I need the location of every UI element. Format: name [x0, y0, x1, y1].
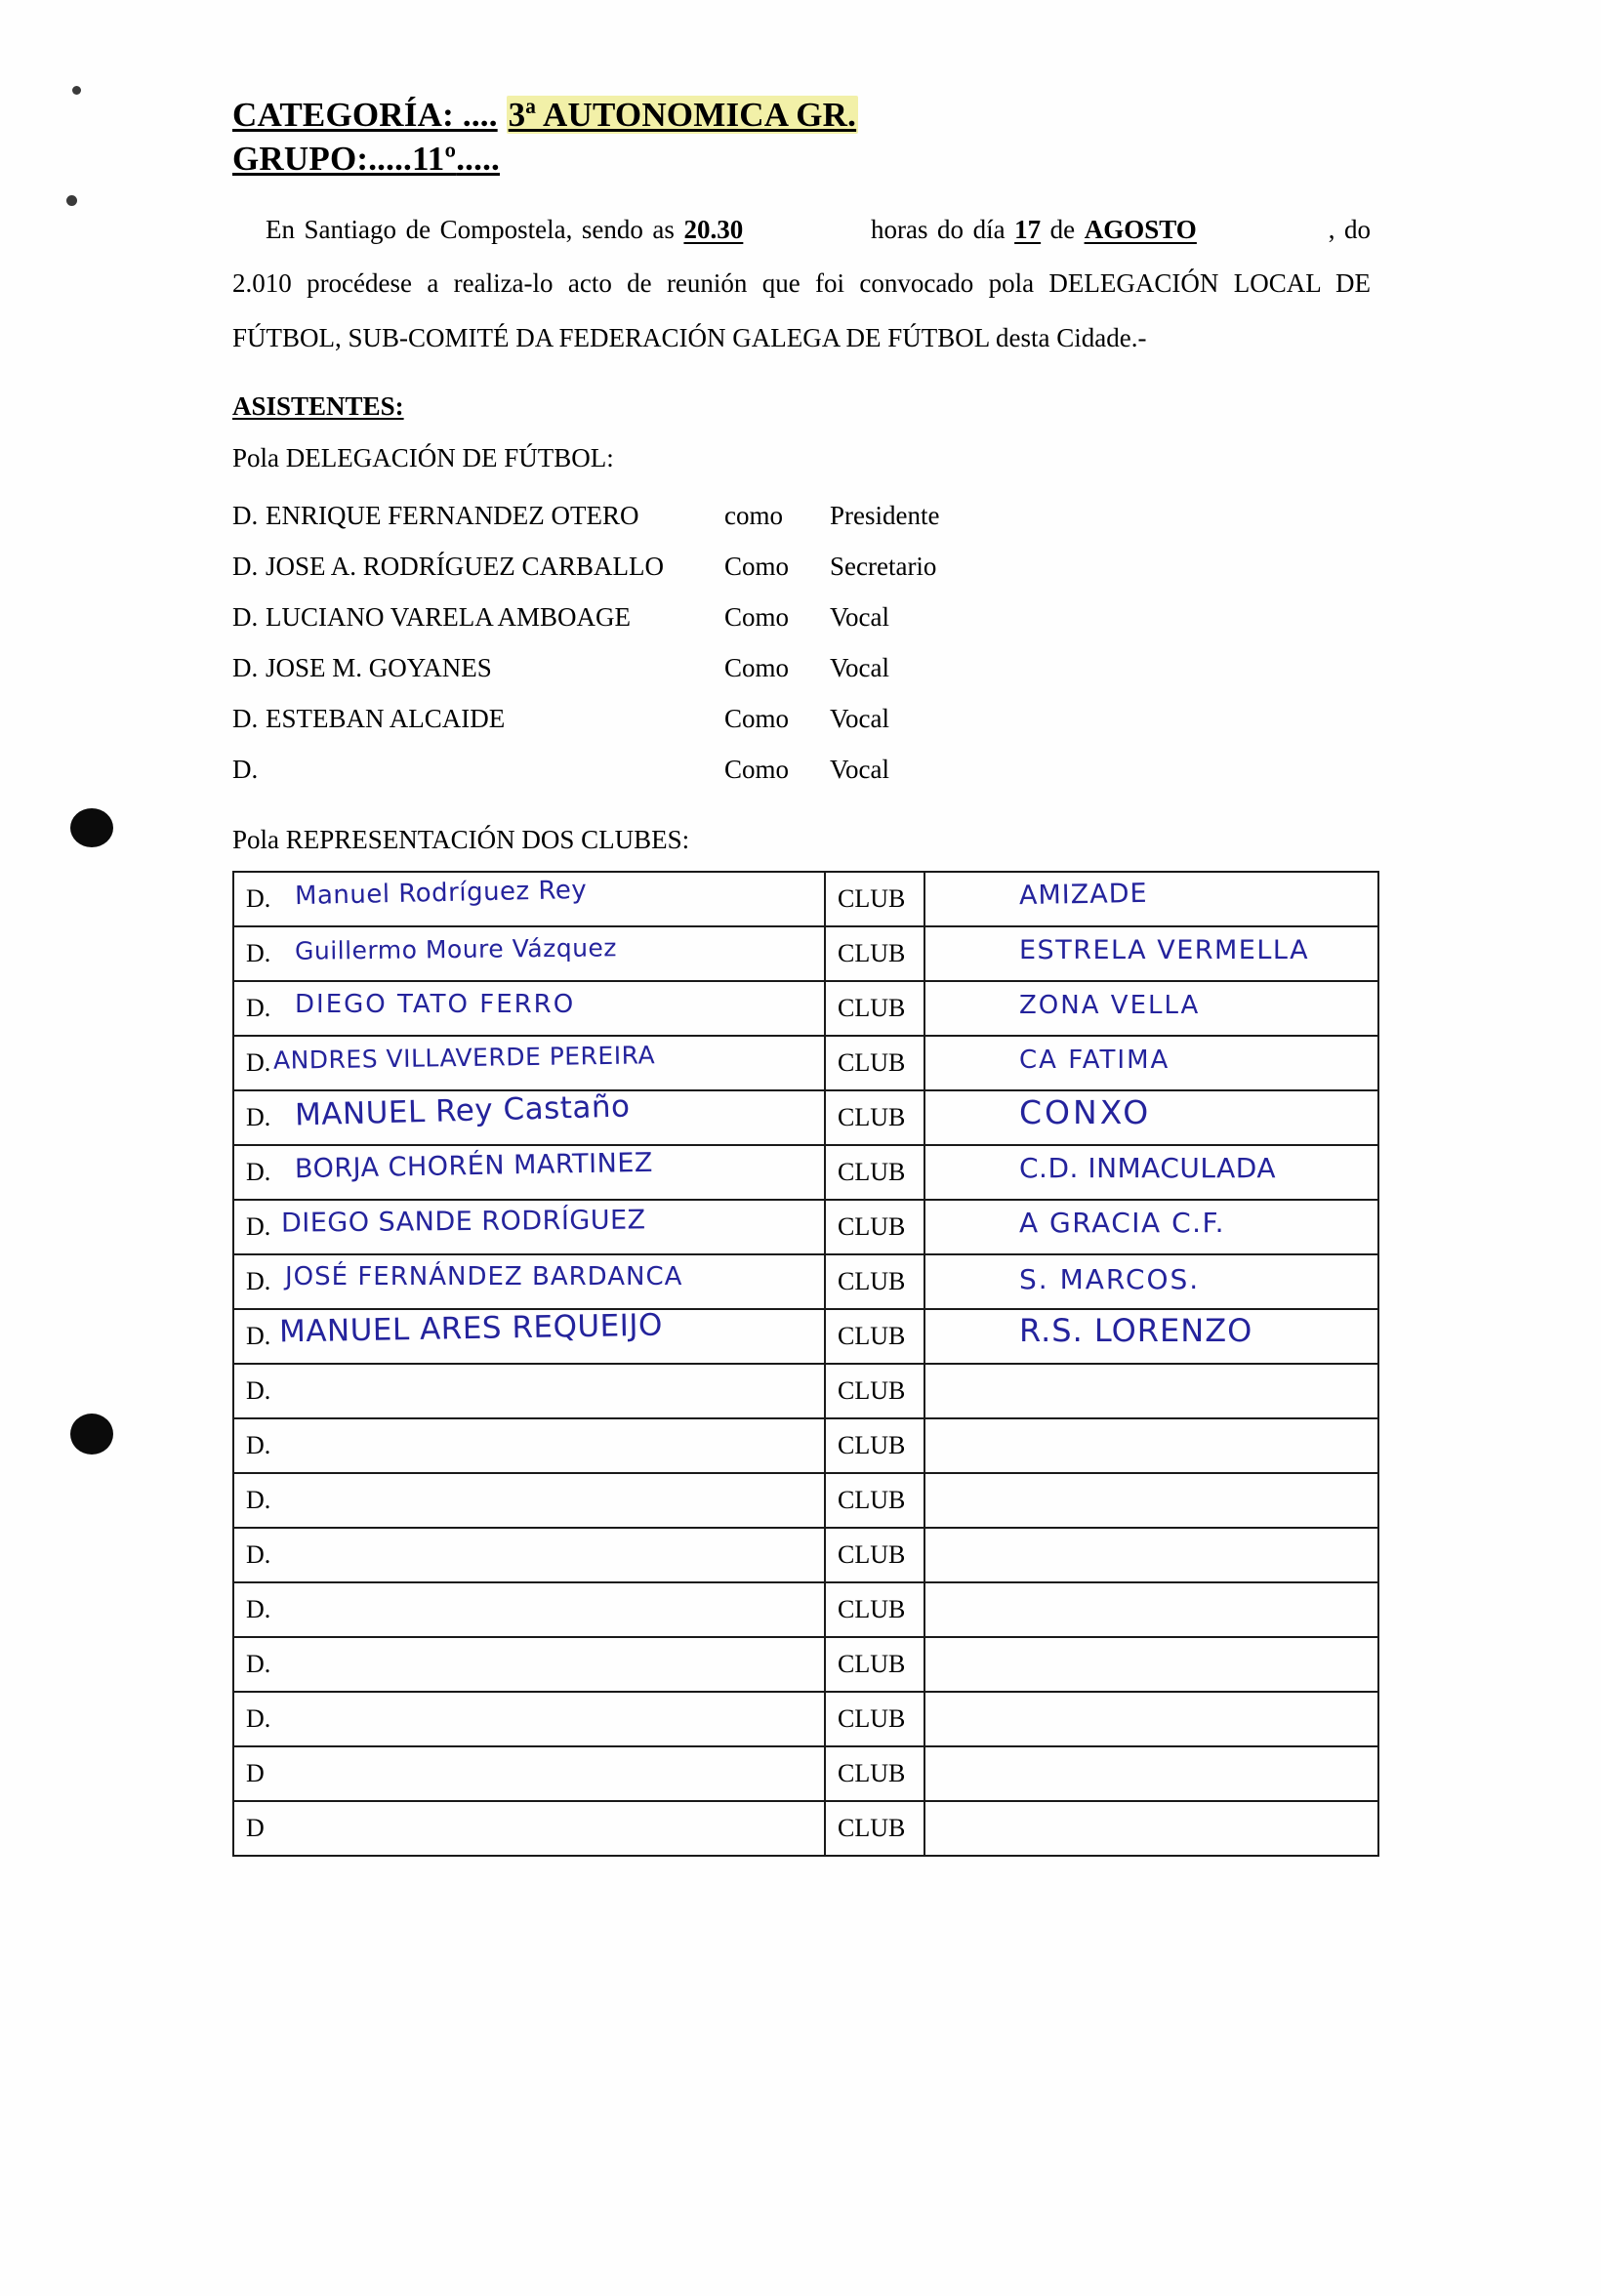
rep-name-handwritten: JOSÉ FERNÁNDEZ BARDANCA	[285, 1262, 683, 1292]
club-label-cell: CLUB	[825, 1418, 924, 1473]
attendee-name: ESTEBAN ALCAIDE	[266, 704, 506, 734]
rep-prefix: D.	[246, 1431, 271, 1460]
club-name-cell[interactable]	[924, 1473, 1378, 1528]
table-row	[233, 1637, 1378, 1692]
club-name-cell[interactable]	[924, 1637, 1378, 1692]
table-row	[233, 1309, 1378, 1364]
club-label-cell: CLUB	[825, 1309, 924, 1364]
table-row	[233, 872, 1378, 926]
attendee-como: Como	[724, 602, 790, 633]
punch-hole-mark-top	[70, 808, 113, 847]
scan-speck-upper	[66, 195, 77, 206]
table-row	[233, 1528, 1378, 1582]
attendee-como: Como	[724, 704, 790, 734]
group-label: GRUPO:.....	[232, 139, 412, 178]
club-rep-name-cell[interactable]	[233, 1364, 825, 1418]
club-name-cell[interactable]	[924, 1528, 1378, 1582]
intro-line4: GALEGA DE FÚTBOL desta Cidade.-	[732, 323, 1147, 353]
table-row	[232, 694, 1371, 745]
table-row	[233, 1692, 1378, 1746]
rep-prefix: D.	[246, 1650, 271, 1679]
table-row	[233, 926, 1378, 981]
club-label-cell: CLUB	[825, 1090, 924, 1145]
attendee-role: Secretario	[830, 552, 937, 582]
group-title	[232, 138, 1371, 182]
rep-name-handwritten: DIEGO TATO FERRO	[295, 990, 576, 1020]
club-label-cell: CLUB	[825, 1692, 924, 1746]
club-name-cell[interactable]	[924, 1309, 1378, 1364]
attendee-name: LUCIANO VARELA AMBOAGE	[266, 602, 632, 633]
club-rep-name-cell[interactable]	[233, 926, 825, 981]
rep-name-handwritten: DIEGO SANDE RODRÍGUEZ	[280, 1205, 646, 1239]
club-label-cell: CLUB	[825, 1036, 924, 1090]
club-label-cell: CLUB	[825, 981, 924, 1036]
clubs-representation-table	[232, 871, 1379, 1857]
table-row	[233, 981, 1378, 1036]
club-rep-name-cell[interactable]	[233, 1473, 825, 1528]
table-row	[233, 1254, 1378, 1309]
attendee-como: Como	[724, 755, 790, 785]
attendee-role: Vocal	[830, 653, 889, 683]
club-name-cell[interactable]	[924, 1746, 1378, 1801]
club-label-cell: CLUB	[825, 1473, 924, 1528]
club-name-handwritten: A GRACIA C.F.	[1019, 1207, 1226, 1240]
club-name-handwritten: CA FATIMA	[1019, 1046, 1170, 1076]
club-name-cell[interactable]	[924, 1418, 1378, 1473]
table-row	[232, 593, 1371, 643]
rep-prefix: D.	[246, 1486, 271, 1515]
scan-speck-top	[72, 86, 81, 95]
day-value: 17	[1014, 214, 1042, 244]
club-rep-name-cell[interactable]	[233, 1200, 825, 1254]
category-label: CATEGORÍA: ....	[232, 96, 498, 134]
table-row	[232, 643, 1371, 694]
rep-prefix: D.	[246, 884, 271, 914]
rep-prefix: D.	[246, 1376, 271, 1406]
rep-prefix: D.	[246, 1212, 271, 1242]
club-name-cell[interactable]	[924, 1692, 1378, 1746]
punch-hole-mark-bottom	[70, 1414, 113, 1455]
club-name-cell[interactable]	[924, 1582, 1378, 1637]
rep-name-handwritten: BORJA CHORÉN MARTINEZ	[294, 1148, 654, 1185]
attendee-role: Presidente	[830, 501, 940, 531]
attendee-prefix: D.	[232, 755, 259, 785]
attendee-name: JOSE M. GOYANES	[266, 653, 492, 683]
attendee-prefix: D.	[232, 704, 259, 734]
club-name-handwritten: CONXO	[1019, 1093, 1152, 1132]
table-row	[233, 1746, 1378, 1801]
attendee-role: Vocal	[830, 704, 889, 734]
table-row	[233, 1473, 1378, 1528]
attendee-prefix: D.	[232, 653, 259, 683]
month-value: AGOSTO	[1084, 214, 1197, 244]
attendees-heading: ASISTENTES:	[232, 391, 404, 422]
club-name-cell[interactable]	[924, 926, 1378, 981]
table-row	[232, 491, 1371, 542]
rep-prefix: D	[246, 1759, 265, 1788]
table-row	[233, 1036, 1378, 1090]
club-label-cell: CLUB	[825, 1364, 924, 1418]
club-name-cell[interactable]	[924, 1200, 1378, 1254]
rep-name-handwritten: ANDRES VILLAVERDE PEREIRA	[272, 1041, 656, 1075]
club-rep-name-cell[interactable]	[233, 1582, 825, 1637]
rep-prefix: D.	[246, 939, 271, 968]
club-label-cell: CLUB	[825, 1145, 924, 1200]
intro-paragraph	[232, 203, 1371, 367]
club-label-cell: CLUB	[825, 1746, 924, 1801]
table-row	[233, 1418, 1378, 1473]
table-row	[233, 1364, 1378, 1418]
rep-prefix: D.	[246, 1540, 271, 1570]
club-name-handwritten: ESTRELA VERMELLA	[1019, 935, 1310, 966]
time-value: 20.30	[683, 214, 744, 244]
attendee-role: Vocal	[830, 755, 889, 785]
rep-prefix: D.	[246, 1322, 271, 1351]
intro-line2: , do 2.010 procédese a realiza-lo acto de reunión que foi	[232, 214, 1371, 299]
club-label-cell: CLUB	[825, 1200, 924, 1254]
club-label-cell: CLUB	[825, 872, 924, 926]
time-field	[683, 203, 861, 258]
attendee-prefix: D.	[232, 602, 259, 633]
rep-prefix: D.	[246, 1048, 271, 1078]
attendee-como: Como	[724, 653, 790, 683]
rep-prefix: D.	[246, 1704, 271, 1734]
club-name-handwritten: R.S. LORENZO	[1019, 1312, 1253, 1350]
clubs-heading: Pola REPRESENTACIÓN DOS CLUBES:	[232, 825, 690, 855]
rep-name-handwritten: MANUEL Rey Castaño	[294, 1088, 631, 1133]
club-name-cell[interactable]	[924, 1090, 1378, 1145]
rep-name-handwritten: Manuel Rodríguez Rey	[294, 876, 588, 912]
attendee-role: Vocal	[830, 602, 889, 633]
club-rep-name-cell[interactable]	[233, 1090, 825, 1145]
club-rep-name-cell[interactable]	[233, 872, 825, 926]
club-rep-name-cell[interactable]	[233, 1145, 825, 1200]
attendee-prefix: D.	[232, 552, 259, 582]
table-row	[232, 745, 1371, 796]
club-rep-name-cell[interactable]	[233, 1746, 825, 1801]
attendee-name: JOSE A. RODRÍGUEZ CARBALLO	[266, 552, 665, 582]
group-value: 11º	[412, 139, 457, 178]
club-name-cell[interactable]	[924, 1364, 1378, 1418]
club-rep-name-cell[interactable]	[233, 1254, 825, 1309]
club-label-cell: CLUB	[825, 926, 924, 981]
club-name-handwritten: S. MARCOS.	[1019, 1263, 1201, 1296]
attendee-como: como	[724, 501, 783, 531]
table-row	[233, 1090, 1378, 1145]
table-row	[233, 1200, 1378, 1254]
club-rep-name-cell[interactable]	[233, 1637, 825, 1692]
rep-name-handwritten: Guillermo Moure Vázquez	[294, 933, 618, 965]
club-label-cell: CLUB	[825, 1254, 924, 1309]
month-field	[1085, 203, 1329, 258]
club-rep-name-cell[interactable]	[233, 1418, 825, 1473]
club-label-cell: CLUB	[825, 1528, 924, 1582]
club-rep-name-cell[interactable]	[233, 1036, 825, 1090]
delegation-heading: Pola DELEGACIÓN DE FÚTBOL:	[232, 443, 614, 473]
group-suffix: .....	[456, 139, 500, 178]
club-rep-name-cell[interactable]	[233, 981, 825, 1036]
club-name-cell[interactable]	[924, 1145, 1378, 1200]
document-content	[232, 94, 1371, 1857]
intro-line1-b: horas do día	[871, 214, 1006, 244]
club-name-handwritten: ZONA VELLA	[1019, 991, 1201, 1021]
attendee-prefix: D.	[232, 501, 259, 531]
table-row	[233, 1145, 1378, 1200]
club-name-cell[interactable]	[924, 872, 1378, 926]
attendee-name	[266, 745, 724, 796]
club-label-cell: CLUB	[825, 1637, 924, 1692]
attendee-name: ENRIQUE FERNANDEZ OTERO	[266, 501, 639, 531]
attendee-como: Como	[724, 552, 790, 582]
club-name-cell[interactable]	[924, 1801, 1378, 1856]
table-row	[233, 1801, 1378, 1856]
category-value: 3ª AUTONOMICA GR.	[508, 96, 857, 134]
intro-line1-c: de	[1049, 214, 1076, 244]
rep-prefix: D	[246, 1814, 265, 1843]
rep-name-handwritten: MANUEL ARES REQUEIJO	[278, 1307, 664, 1350]
club-label-cell: CLUB	[825, 1801, 924, 1856]
club-name-cell[interactable]	[924, 981, 1378, 1036]
rep-prefix: D.	[246, 1267, 271, 1296]
rep-prefix: D.	[246, 994, 271, 1023]
intro-line3: convocado pola DELEGACIÓN LOCAL DE FÚTBOL, SUB-COMITÉ DA FEDERACIÓN	[232, 268, 1372, 353]
club-name-handwritten: AMIZADE	[1018, 879, 1148, 912]
category-title	[232, 94, 1371, 138]
club-rep-name-cell[interactable]	[233, 1801, 825, 1856]
rep-prefix: D.	[246, 1103, 271, 1132]
club-rep-name-cell[interactable]	[233, 1528, 825, 1582]
club-rep-name-cell[interactable]	[233, 1692, 825, 1746]
table-row	[233, 1582, 1378, 1637]
rep-prefix: D.	[246, 1158, 271, 1187]
rep-prefix: D.	[246, 1595, 271, 1624]
club-name-cell[interactable]	[924, 1036, 1378, 1090]
club-rep-name-cell[interactable]	[233, 1309, 825, 1364]
intro-line1-a: En Santiago de Compostela, sendo as	[266, 214, 675, 244]
club-label-cell: CLUB	[825, 1582, 924, 1637]
club-name-cell[interactable]	[924, 1254, 1378, 1309]
club-name-handwritten: C.D. INMACULADA	[1019, 1152, 1276, 1185]
delegation-attendees-table	[232, 491, 1371, 796]
table-row	[232, 542, 1371, 593]
